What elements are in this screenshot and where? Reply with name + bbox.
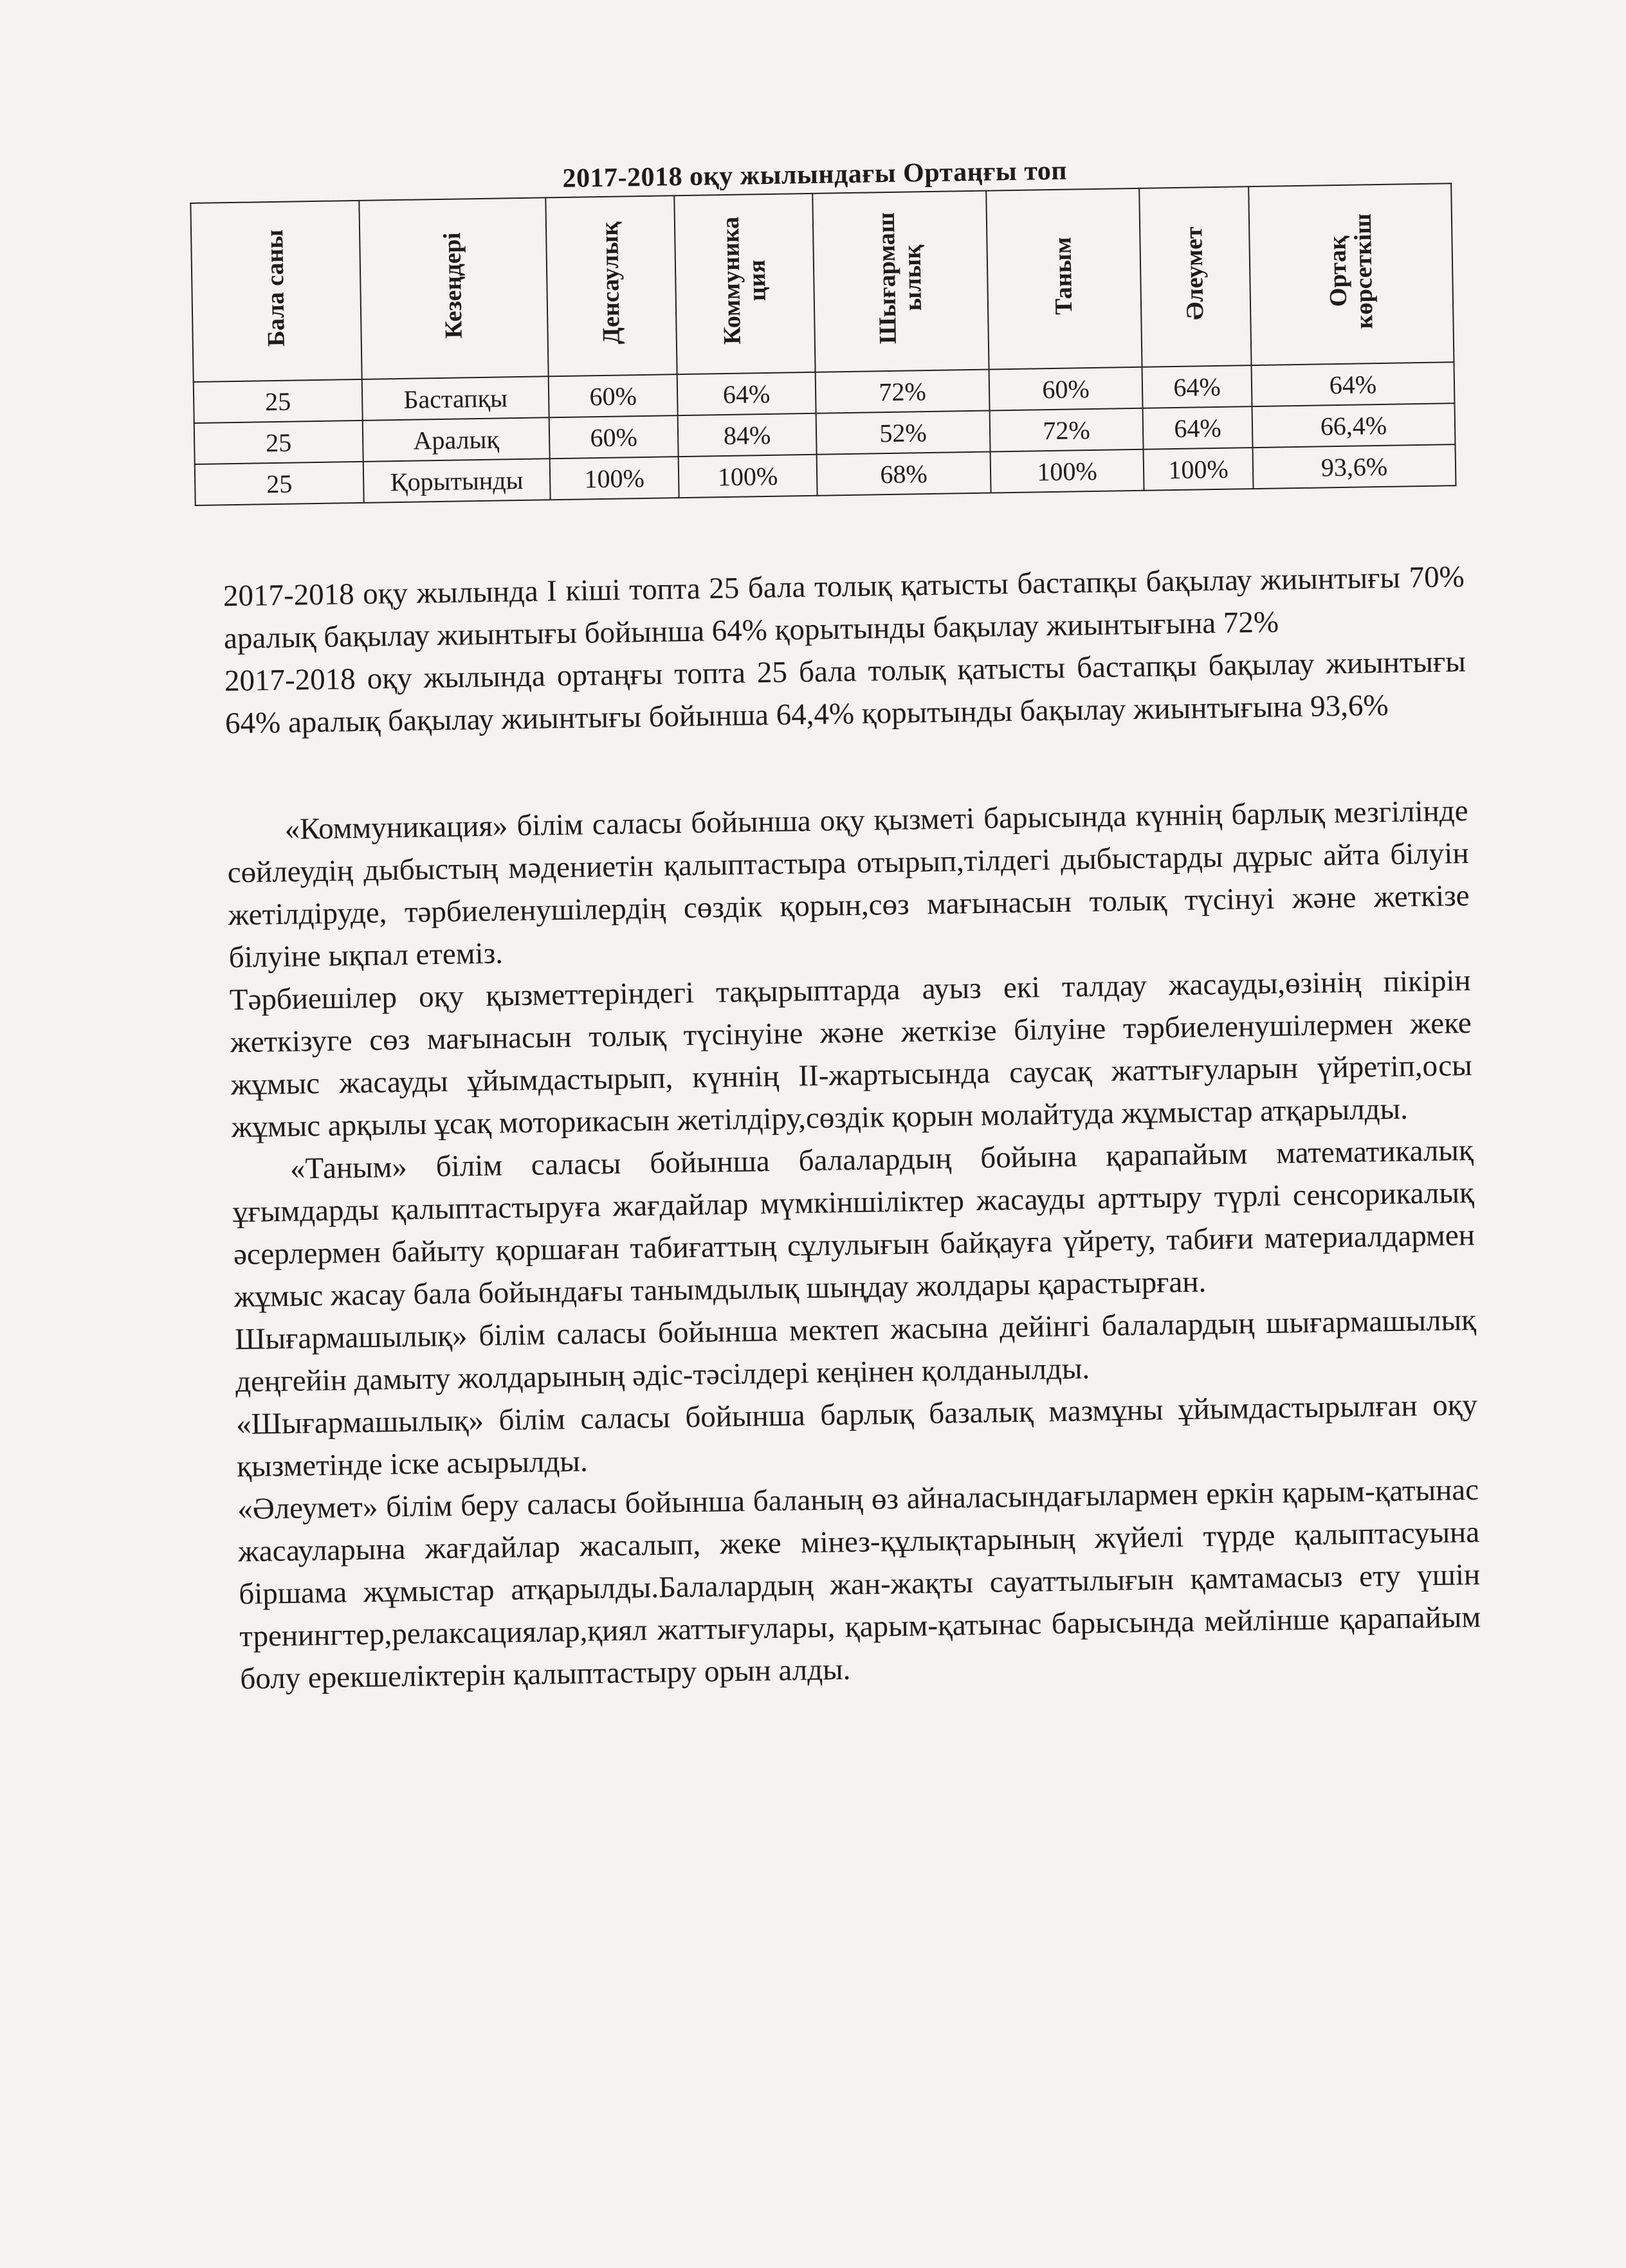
table-cell: 25 xyxy=(194,379,363,423)
table-cell: 64% xyxy=(1142,365,1252,408)
table-cell: Аралық xyxy=(363,417,550,462)
table-title: 2017-2018 оқу жылындағы Ортаңғы топ xyxy=(562,156,1068,194)
table-cell: 100% xyxy=(550,457,679,500)
table-cell: 64% xyxy=(1252,362,1455,406)
table-cell: 52% xyxy=(816,411,991,455)
body-paragraph: «Әлеумет» білім беру саласы бойынша баланың өз айналасындағылармен еркін қарым-қатынас жасауларына жағдайлар жасалып, жеке мінез-құлықтарының жүйелі түрде қалыптасуына біршама жұмыстар атқарылды.Балалардың жан-жақты сауаттылығын қамтамасыз ету үшін тренингтер,релаксациялар,қиял жаттығулары, қарым-қатынас барысында мейлінше қарапайым болу ерекшеліктерін қалыптастыру орын алды. xyxy=(237,1473,1481,1696)
body-paragraph: «Коммуникация» білім саласы бойынша оқу қызметі барысында күннің барлық мезгілінде сөйлеудің дыбыстың мәдениетін қалыптастыра отырып,тілдегі дыбыстарды дұрыс айта білуін жетілдіруде, тәрбиеленушілердің сөздік қорын,сөз мағынасын толық түсінуі және жеткізе білуіне ықпал етеміз. xyxy=(227,794,1470,975)
table-cell: 60% xyxy=(549,415,679,458)
body-paragraph: «Таным» білім саласы бойынша балалардың бойына қарапайым математикалық ұғымдарды қалыптастыруға жағдайлар мүмкіншіліктер жасауды арттыру түрлі сенсорикалық әсерлермен байыту қоршаған табиғаттың сұлулығын байқауға үйрету, табиғи материалдармен жұмыс жасау бала бойындағы танымдылық шыңдау жолдары қарастырған. xyxy=(232,1133,1475,1314)
table-cell: 25 xyxy=(194,421,363,464)
header-cell: Таным xyxy=(986,188,1142,370)
table-cell: 25 xyxy=(195,462,364,505)
summary-paragraph: 2017-2018 оқу жылында ортаңғы топта 25 бала толық қатысты бастапқы бақылау жиынтығы 64% аралық бақылау жиынтығы бойынша 64,4% қорытынды бақылау жиынтығына 93,6% xyxy=(224,644,1466,741)
body-paragraph: Шығармашылық» білім саласы бойынша мектеп жасына дейінгі балалардың шығармашылық деңгейін дамыту жолдарының әдіс-тәсілдері кеңінен қолданылды. xyxy=(234,1303,1477,1399)
results-table xyxy=(190,183,1456,506)
header-cell: Денсаулық xyxy=(545,195,677,376)
body-paragraph: Тәрбиешілер оқу қызметтеріндегі тақырыптарда ауыз екі талдау жасауды,өзінің пікірін жеткізуге сөз мағынасын толық түсінуіне және жеткізе білуіне тәрбиеленушілермен жеке жұмыс жасауды ұйымдастырып, күннің ІІ-жартысында саусақ жаттығуларын үйретіп,осы жұмыс арқылы ұсақ моторикасын жетілдіру,сөздік қорын молайтуда жұмыстар атқарылды. xyxy=(229,963,1473,1145)
header-cell: Коммуника ция xyxy=(674,194,815,374)
summary-paragraph: 2017-2018 оқу жылында І кіші топта 25 бала толық қатысты бастапқы бақылау жиынтығы 70% аралық бақылау жиынтығы бойынша 64% қорытынды бақылау жиынтығына 72% xyxy=(223,559,1465,656)
table-cell: 100% xyxy=(1144,448,1254,491)
header-cell: Бала саны xyxy=(190,201,361,382)
table-cell: 66,4% xyxy=(1252,403,1456,448)
table-cell: 84% xyxy=(678,413,817,457)
table-cell: Бастапқы xyxy=(362,376,549,421)
body-paragraph: «Шығармашылық» білім саласы бойынша барлық базалық мазмұны ұйымдастырылған оқу қызметінде іске асырылды. xyxy=(235,1388,1478,1484)
table-cell: 100% xyxy=(679,455,818,498)
table-cell: 72% xyxy=(990,408,1144,452)
header-cell: Шығармаш ылық xyxy=(812,191,989,372)
table-cell: 64% xyxy=(677,372,816,415)
table-cell: Қорытынды xyxy=(363,458,551,503)
table-cell: 68% xyxy=(817,452,991,496)
table-cell: 72% xyxy=(816,370,990,413)
table-cell: 64% xyxy=(1143,406,1253,449)
table-cell: 60% xyxy=(549,374,678,417)
table-cell: 60% xyxy=(989,367,1143,411)
table-cell: 93,6% xyxy=(1253,444,1456,489)
header-cell: Кезеңдері xyxy=(359,197,548,379)
body-text xyxy=(223,556,1481,1700)
table-cell: 100% xyxy=(991,449,1144,493)
table-header-row xyxy=(190,183,1454,382)
header-cell: Әлеумет xyxy=(1139,186,1251,367)
header-cell: Ортақ көрсеткіш xyxy=(1248,183,1454,365)
